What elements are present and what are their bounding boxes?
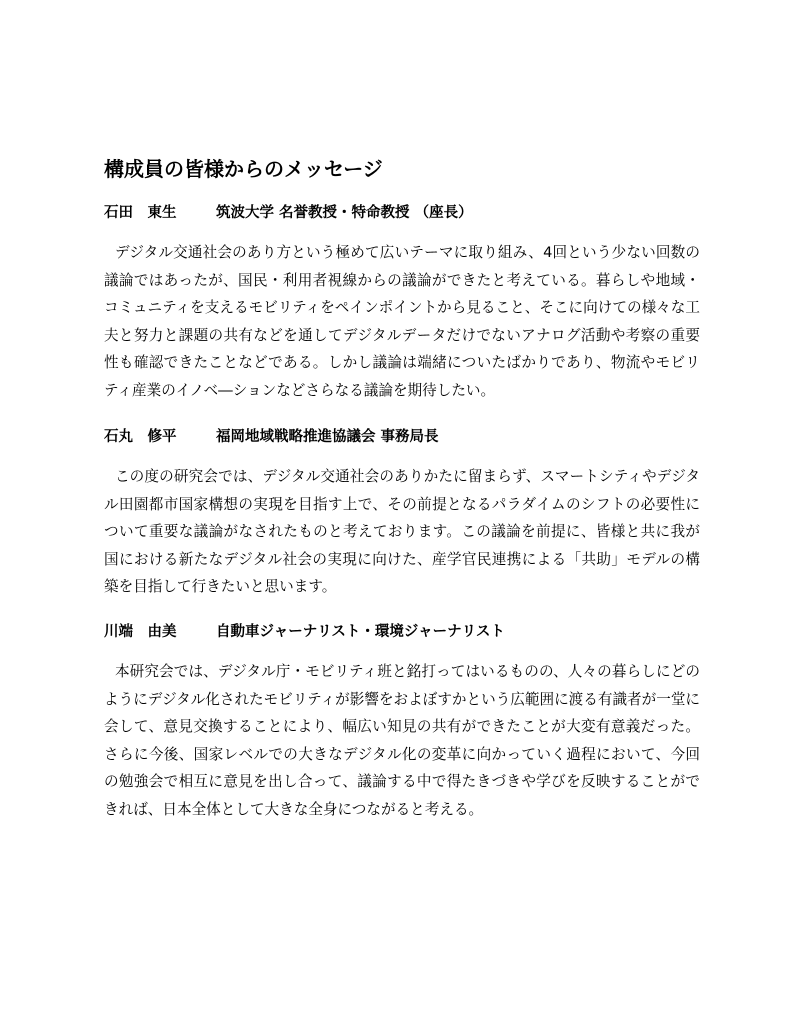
page-title: 構成員の皆様からのメッセージ	[104, 157, 383, 181]
member-entry-ishimaru	[104, 425, 704, 601]
member-entry-ishida	[104, 201, 704, 405]
member-header	[104, 620, 704, 644]
member-entry-kawabata	[104, 620, 704, 824]
member-affiliation: 自動車ジャーナリスト・環境ジャーナリスト	[216, 624, 505, 640]
member-message: この度の研究会では、デジタル交通社会のありかたに留まらず、スマートシティやデジタル田園都市国家構想の実現を目指す上で、その前提となるパラダイムのシフトの必要性について重要な議論がなされたものと考えております。この議論を前提に、皆様と共に我が国における新たなデジタル社会の実現に向けた、産学官民連携による「共助」モデルの構築を目指して行きたいと思います。	[104, 468, 700, 596]
member-message: 本研究会では、デジタル庁・モビリティ班と銘打ってはいるものの、人々の暮らしにどのようにデジタル化されたモビリティが影響をおよぼすかという広範囲に渡る有識者が一堂に会して、意見交換することにより、幅広い知見の共有ができたことが大変有意義だった。さらに今後、国家レベルでの大きなデジタル化の変革に向かっていく過程において、今回の勉強会で相互に意見を出し合って、議論する中で得たきづきや学びを反映することができれば、日本全体として大きな全身につながると考える。	[104, 663, 701, 818]
member-header	[104, 201, 704, 225]
member-affiliation: 筑波大学 名誉教授・特命教授 （座長）	[216, 205, 473, 221]
member-name: 石丸 修平	[104, 429, 177, 445]
member-affiliation: 福岡地域戦略推進協議会 事務局長	[216, 429, 439, 445]
member-name: 川端 由美	[104, 624, 177, 640]
member-name: 石田 東生	[104, 205, 177, 221]
member-header	[104, 425, 704, 449]
member-message: デジタル交通社会のあり方という極めて広いテーマに取り組み、4回という少ない回数の議論ではあったが、国民・利用者視線からの議論ができたと考えている。暮らしや地域・コミュニティを支えるモビリティをペインポイントから見ること、そこに向けての様々な工夫と努力と課題の共有などを通してデジタルデータだけでないアナログ活動や考察の重要性も確認できたことなどである。しかし議論は端緒についたばかりであり、物流やモビリティ産業のイノベ―ションなどさらなる議論を期待したい。	[104, 244, 700, 399]
